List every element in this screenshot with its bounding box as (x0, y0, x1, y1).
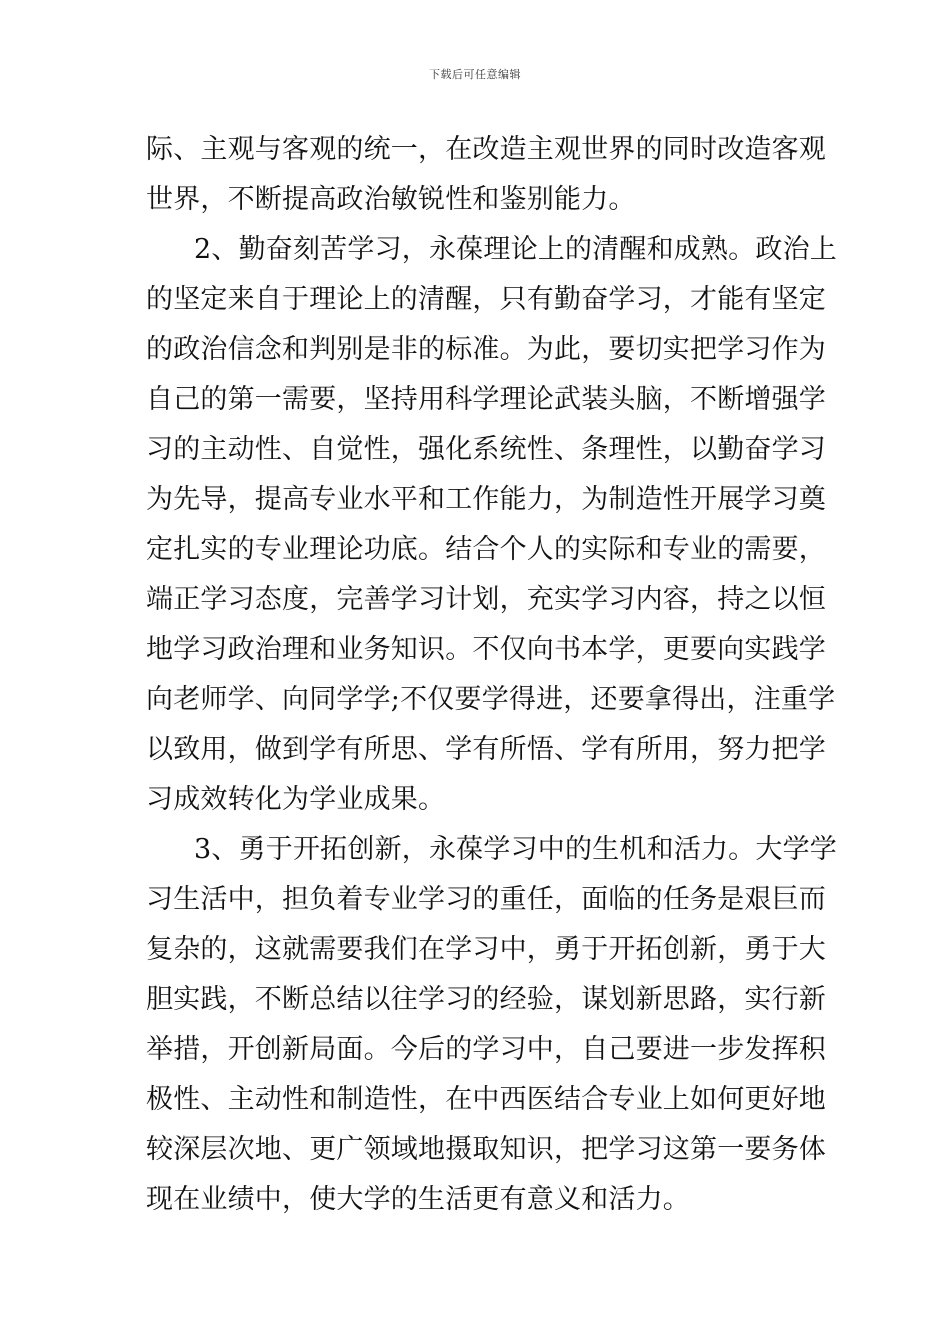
text-line: 复杂的，这就需要我们在学习中，勇于开拓创新，勇于大 (146, 934, 826, 965)
text-line: 极性、主动性和制造性，在中西医结合专业上如何更好地 (146, 1084, 826, 1115)
text-line: 较深层次地、更广领域地摄取知识，把学习这第一要务体 (146, 1134, 826, 1165)
text-line: 为先导，提高专业水平和工作能力，为制造性开展学习奠 (146, 484, 826, 515)
text-line: 际、主观与客观的统一，在改造主观世界的同时改造客观 (146, 134, 826, 165)
text-line: 习的主动性、自觉性，强化系统性、条理性，以勤奋学习 (146, 434, 826, 465)
text-line: 自己的第一需要，坚持用科学理论武装头脑，不断增强学 (146, 384, 826, 415)
text-line: 的政治信念和判别是非的标准。为此，要切实把学习作为 (146, 334, 826, 365)
text-line: 现在业绩中，使大学的生活更有意义和活力。 (146, 1184, 690, 1215)
text-line: 以致用，做到学有所思、学有所悟、学有所用，努力把学 (146, 734, 826, 765)
text-line: 地学习政治理和业务知识。不仅向书本学，更要向实践学 (146, 634, 826, 665)
paragraph-start-line: 3、勇于开拓创新，永葆学习中的生机和活力。大学学 (194, 834, 837, 865)
text-line: 的坚定来自于理论上的清醒，只有勤奋学习，才能有坚定 (146, 284, 826, 315)
text-line: 定扎实的专业理论功底。结合个人的实际和专业的需要， (146, 534, 826, 565)
text-line: 向老师学、向同学学;不仅要学得进，还要拿得出，注重学 (146, 684, 836, 715)
text-line: 习生活中，担负着专业学习的重任，面临的任务是艰巨而 (146, 884, 826, 915)
page-header: 下载后可任意编辑 (429, 68, 521, 81)
text-line: 举措，开创新局面。今后的学习中，自己要进一步发挥积 (146, 1034, 826, 1065)
text-line: 世界，不断提高政治敏锐性和鉴别能力。 (146, 184, 636, 215)
paragraph-start-line: 2、勤奋刻苦学习，永葆理论上的清醒和成熟。政治上 (194, 234, 837, 265)
text-line: 胆实践，不断总结以往学习的经验，谋划新思路，实行新 (146, 984, 826, 1015)
text-line: 端正学习态度，完善学习计划，充实学习内容，持之以恒 (146, 584, 826, 615)
text-line: 习成效转化为学业成果。 (146, 784, 446, 815)
